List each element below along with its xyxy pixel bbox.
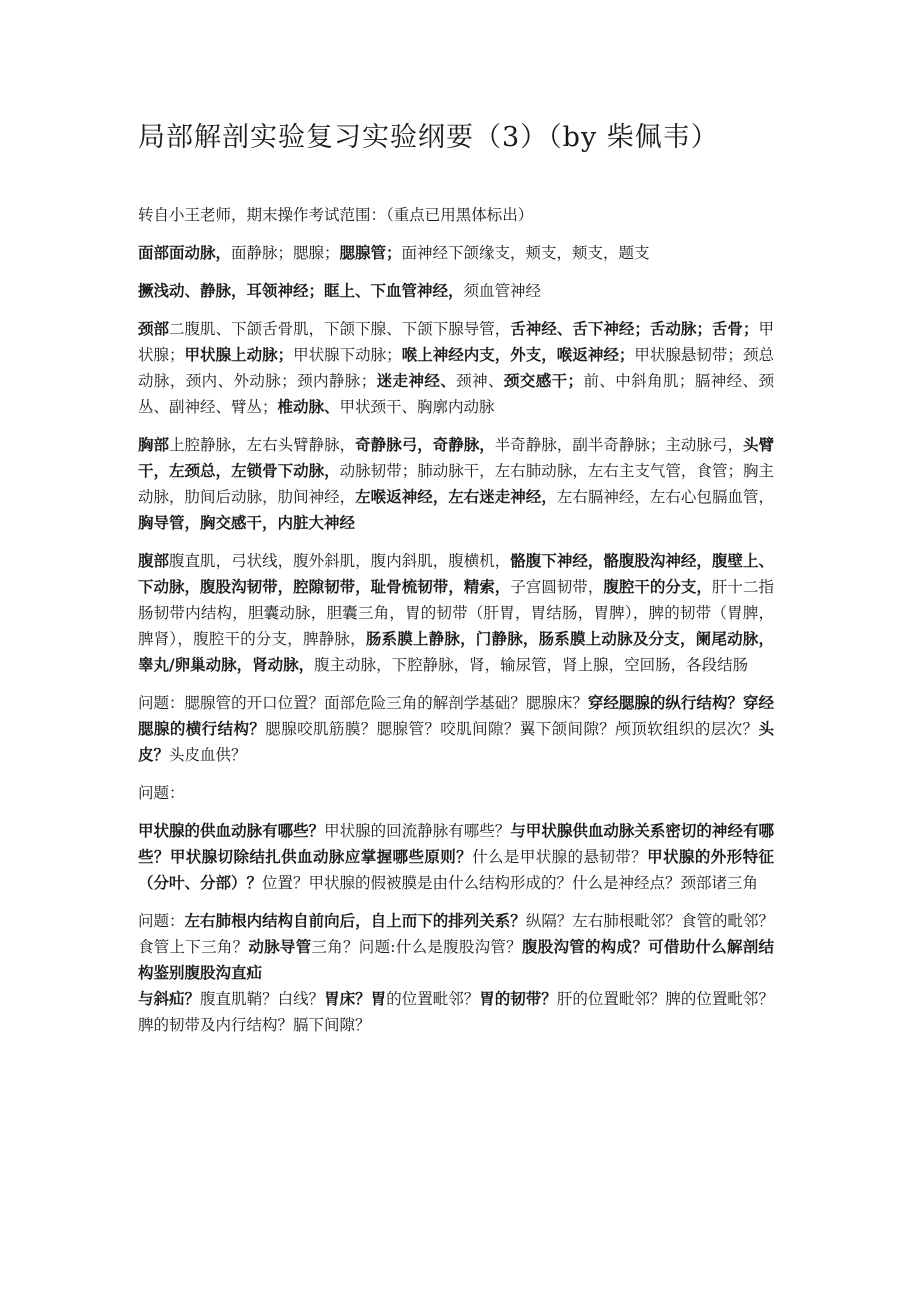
text: 头皮血供？ <box>169 746 247 764</box>
bold-text: 胸导管，胸交感干，内脏大神经 <box>138 513 356 532</box>
text: 腹直肌，弓状线，腹外斜肌，腹内斜肌，腹横机， <box>169 552 511 570</box>
text: 甲状颈干、胸廓内动脉 <box>339 398 495 416</box>
bold-text: 肠系膜上静脉，门静脉，肠系膜上动脉及分支，阑尾动脉，睾丸/卵巢动脉，肾动脉， <box>138 629 774 674</box>
text: 甲状腺的回流静脉有哪些？ <box>324 822 511 840</box>
text: 面静脉；腮腺； <box>231 244 340 262</box>
bold-text: 穿经腮腺的纵行结构？穿经腮腺的横行结构？ <box>138 693 774 738</box>
paragraph-thorax <box>138 432 774 536</box>
bold-text: 甲状腺上动脉； <box>184 345 294 364</box>
bold-text: 腹股沟管的构成？可借助什么解剖结构鉴别腹股沟直疝 <box>138 937 774 982</box>
bold-text: 奇静脉弓，奇静脉， <box>355 435 495 454</box>
bold-text: 头臂干，左颈总，左锁骨下动脉， <box>138 435 774 480</box>
text: 位置？甲状腺的假被膜是由什么结构形成的？什么是神经点？颈部诸三角 <box>262 874 759 892</box>
bold-text: 左右肺根内结构自前向后，自上而下的排列关系？ <box>184 911 526 930</box>
text: 腹直肌鞘？白线？ <box>200 990 325 1008</box>
paragraph-q1 <box>138 690 774 768</box>
text: 问题： <box>138 912 185 930</box>
bold-text: 与斜疝？ <box>138 989 201 1008</box>
paragraph-q3-cont <box>138 986 774 1038</box>
bold-text: 椎动脉、 <box>277 397 340 416</box>
text: 前、中斜角肌；膈神经、颈丛、副神经、臂丛； <box>138 372 774 416</box>
bold-text: 舌神经、舌下神经；舌动脉；舌骨； <box>510 319 759 338</box>
text: 腹主动脉，下腔静脉，肾，输尿管，肾上腺，空回肠，各段结肠 <box>314 656 749 674</box>
text: 左右膈神经，左右心包膈血管， <box>556 488 774 506</box>
text: 二腹肌、下颌舌骨肌，下颌下腺、下颌下腺导管， <box>169 320 511 338</box>
document-body <box>138 202 774 1050</box>
bold-text: 骼腹下神经，骼腹股沟神经，腹壁上、下动脉，腹股沟韧带，腔隙韧带，耻骨梳韧带，精索， <box>138 551 774 596</box>
text: 甲状腺下动脉； <box>293 346 402 364</box>
text: 上腔静脉，左右头臂静脉， <box>169 436 356 454</box>
bold-text: 颈交感干； <box>503 371 584 390</box>
bold-text: 迷走神经、 <box>376 371 457 390</box>
document-title: 局部解剖实验复习实验纲要（3）（by 柴佩韦） <box>138 122 719 153</box>
text: 须血管神经 <box>463 282 542 300</box>
text: 子宫圆韧带， <box>510 578 604 596</box>
text: 半奇静脉，副半奇静脉；主动脉弓， <box>494 436 743 454</box>
bold-text: 撅浅动、静脉，耳领神经；眶上、下血管神经， <box>138 281 464 300</box>
bold-text: 腹腔干的分支， <box>603 577 712 596</box>
bold-text: 动脉导管 <box>248 937 312 956</box>
paragraph-q3 <box>138 908 774 986</box>
text: 肝十二指肠韧带内结构，胆囊动脉，胆囊三角，胃的韧带（肝胃，胃结肠，胃脾），脾的韧带（胃脾，脾肾），腹腔干的分支，脾静脉， <box>138 578 774 648</box>
bold-text: 喉上神经内支，外支，喉返神经； <box>401 345 635 364</box>
paragraph-q2 <box>138 818 774 896</box>
text: 三角？问题:什么是腹股沟管？ <box>311 938 522 956</box>
bold-text: 头皮？ <box>138 719 774 764</box>
text: 动脉韧带；肺动脉干，左右肺动脉，左右主支气管，食管；胸主动脉，肋间后动脉，肋间神经， <box>138 462 774 506</box>
text: 问题：腮腺管的开口位置？面部危险三角的解剖学基础？腮腺床？ <box>138 694 588 712</box>
bold-text: 腮腺管； <box>339 243 402 262</box>
text: 甲状腺悬韧带；颈总动脉，颈内、外动脉；颈内静脉； <box>138 346 774 390</box>
text: 面神经下颌缘支，颊支，颊支，题支 <box>401 244 650 262</box>
paragraph-intro <box>138 202 774 228</box>
text: 转自小王老师，期末操作考试范围：（重点已用黑体标出） <box>138 206 534 224</box>
bold-text: 胃的韧带？ <box>479 989 557 1008</box>
paragraph-abdomen <box>138 548 774 678</box>
text: 肝的位置毗邻？脾的位置毗邻？脾的韧带及内行结构？膈下间隙？ <box>138 990 774 1034</box>
paragraph-neck <box>138 316 774 420</box>
text: 腮腺咬肌筋膜？腮腺管？咬肌间隙？翼下颌间隙？颅顶软组织的层次？ <box>265 720 759 738</box>
paragraph-q2-label <box>138 780 774 806</box>
paragraph-temporal <box>138 278 774 304</box>
bold-text: 颈部 <box>138 319 170 338</box>
bold-text: 左喉返神经，左右迷走神经， <box>355 487 557 506</box>
bold-text: 胃床？胃 <box>324 989 387 1008</box>
text: 的位置毗邻？ <box>386 990 480 1008</box>
bold-text: 甲状腺的供血动脉有哪些？ <box>138 821 325 840</box>
text: 甲状腺； <box>138 320 774 364</box>
text: 问题： <box>138 784 185 802</box>
text: 纵隔？左右肺根毗邻？食管的毗邻？食管上下三角？ <box>138 912 774 956</box>
bold-text: 甲状腺的外形特征（分叶、分部）？ <box>138 847 774 892</box>
bold-text: 面部面动脉， <box>138 243 232 262</box>
text: 什么是甲状腺的悬韧带？ <box>472 848 648 866</box>
paragraph-face <box>138 240 774 266</box>
bold-text: 与甲状腺供血动脉关系密切的神经有哪些？甲状腺切除结扎供血动脉应掌握哪些原则？ <box>138 821 774 866</box>
bold-text: 胸部 <box>138 435 170 454</box>
text: 颈神、 <box>456 372 504 390</box>
bold-text: 腹部 <box>138 551 170 570</box>
